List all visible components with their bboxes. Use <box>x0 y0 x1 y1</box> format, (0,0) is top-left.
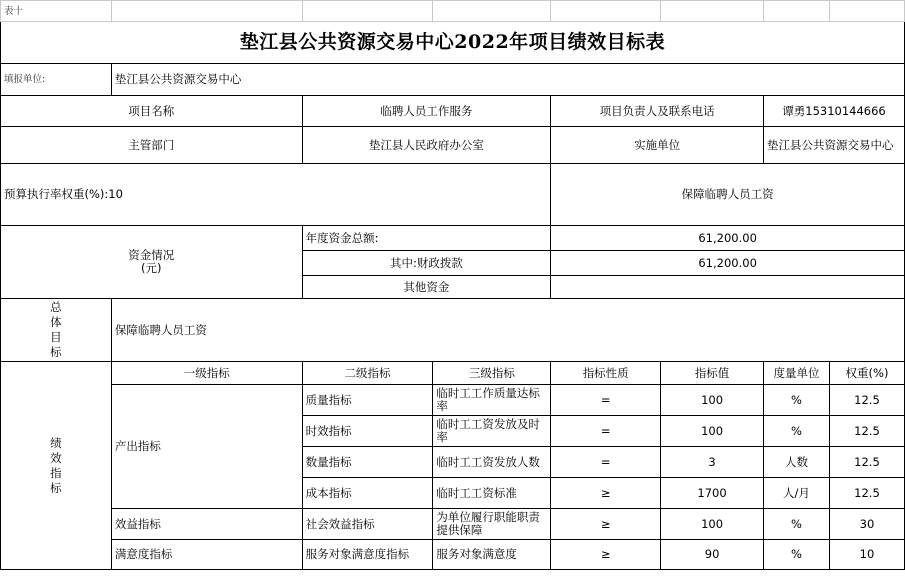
l2-cell: 服务对象满意度指标 <box>302 540 433 570</box>
weight-cell: 10 <box>829 540 904 570</box>
nature-cell: ≥ <box>551 509 661 540</box>
dept-label: 主管部门 <box>1 127 303 164</box>
header-l3: 三级指标 <box>433 362 551 385</box>
l3-cell: 服务对象满意度 <box>433 540 551 570</box>
nature-cell: ≥ <box>551 478 661 509</box>
weight-cell: 12.5 <box>829 416 904 447</box>
nature-cell: ≥ <box>551 540 661 570</box>
weight-cell: 30 <box>829 509 904 540</box>
value-cell: 1700 <box>661 478 764 509</box>
unit-cell: 人/月 <box>764 478 830 509</box>
header-l2: 二级指标 <box>302 362 433 385</box>
output-l1: 产出指标 <box>111 385 302 509</box>
weight-cell: 12.5 <box>829 447 904 478</box>
indicators-label-char: 标 <box>50 480 62 495</box>
value-cell: 100 <box>661 509 764 540</box>
dept-value: 垫江县人民政府办公室 <box>302 127 551 164</box>
goal-label-char: 目 <box>50 330 62 344</box>
budget-rate-label: 预算执行率权重(%):10 <box>1 164 551 226</box>
nature-cell: = <box>551 416 661 447</box>
unit-cell: % <box>764 509 830 540</box>
l3-cell: 临时工工资标准 <box>433 478 551 509</box>
page-title: 垫江县公共资源交易中心2022年项目绩效目标表 <box>1 22 905 64</box>
budget-desc: 保障临聘人员工资 <box>551 164 905 226</box>
indicators-label-char: 效 <box>50 450 62 465</box>
project-contact-label: 项目负责人及联系电话 <box>551 96 764 127</box>
unit-cell: 人数 <box>764 447 830 478</box>
l3-cell: 临时工工资发放及时率 <box>433 416 551 447</box>
impl-value: 垫江县公共资源交易中心 <box>764 127 905 164</box>
header-unit: 度量单位 <box>764 362 830 385</box>
l3-cell: 为单位履行职能职责提供保障 <box>433 509 551 540</box>
funds-other-value <box>551 276 905 299</box>
goal-label-char: 标 <box>50 345 62 359</box>
value-cell: 100 <box>661 416 764 447</box>
filler-label: 填报单位: <box>1 64 112 96</box>
funds-other-label: 其他资金 <box>302 276 551 299</box>
l1-cell: 满意度指标 <box>111 540 302 570</box>
project-contact-value: 谭勇15310144666 <box>764 96 905 127</box>
project-name-label: 项目名称 <box>1 96 303 127</box>
header-l1: 一级指标 <box>111 362 302 385</box>
l2-cell: 质量指标 <box>302 385 433 416</box>
funds-fiscal-label: 其中:财政拨款 <box>302 251 551 276</box>
header-weight: 权重(%) <box>829 362 904 385</box>
l2-cell: 数量指标 <box>302 447 433 478</box>
funds-total-value: 61,200.00 <box>551 226 905 251</box>
unit-cell: % <box>764 385 830 416</box>
goal-label-char: 总 <box>50 300 62 314</box>
l1-cell: 效益指标 <box>111 509 302 540</box>
unit-cell: % <box>764 540 830 570</box>
indicators-label-char: 绩 <box>50 435 62 450</box>
table-row <box>1 385 905 416</box>
goal-label <box>1 299 112 362</box>
l2-cell: 时效指标 <box>302 416 433 447</box>
nature-cell: = <box>551 447 661 478</box>
filler-value: 垫江县公共资源交易中心 <box>111 64 904 96</box>
funds-fiscal-value: 61,200.00 <box>551 251 905 276</box>
indicators-label <box>1 362 112 570</box>
table-row <box>1 509 905 540</box>
header-value: 指标值 <box>661 362 764 385</box>
sheet-label: 表十 <box>1 1 112 22</box>
goal-label-char: 体 <box>50 315 62 329</box>
indicators-label-char: 指 <box>50 465 62 480</box>
l2-cell: 社会效益指标 <box>302 509 433 540</box>
table-row <box>1 540 905 570</box>
header-nature: 指标性质 <box>551 362 661 385</box>
unit-cell: % <box>764 416 830 447</box>
project-name-value: 临聘人员工作服务 <box>302 96 551 127</box>
funds-total-label: 年度资金总额: <box>302 226 551 251</box>
weight-cell: 12.5 <box>829 478 904 509</box>
value-cell: 90 <box>661 540 764 570</box>
funds-label-cell <box>1 226 303 299</box>
goal-value: 保障临聘人员工资 <box>111 299 904 362</box>
l3-cell: 临时工工作质量达标率 <box>433 385 551 416</box>
funds-unit: (元) <box>141 261 162 275</box>
impl-label: 实施单位 <box>551 127 764 164</box>
value-cell: 100 <box>661 385 764 416</box>
l3-cell: 临时工工资发放人数 <box>433 447 551 478</box>
value-cell: 3 <box>661 447 764 478</box>
funds-label: 资金情况 <box>128 248 175 262</box>
weight-cell: 12.5 <box>829 385 904 416</box>
l2-cell: 成本指标 <box>302 478 433 509</box>
nature-cell: = <box>551 385 661 416</box>
